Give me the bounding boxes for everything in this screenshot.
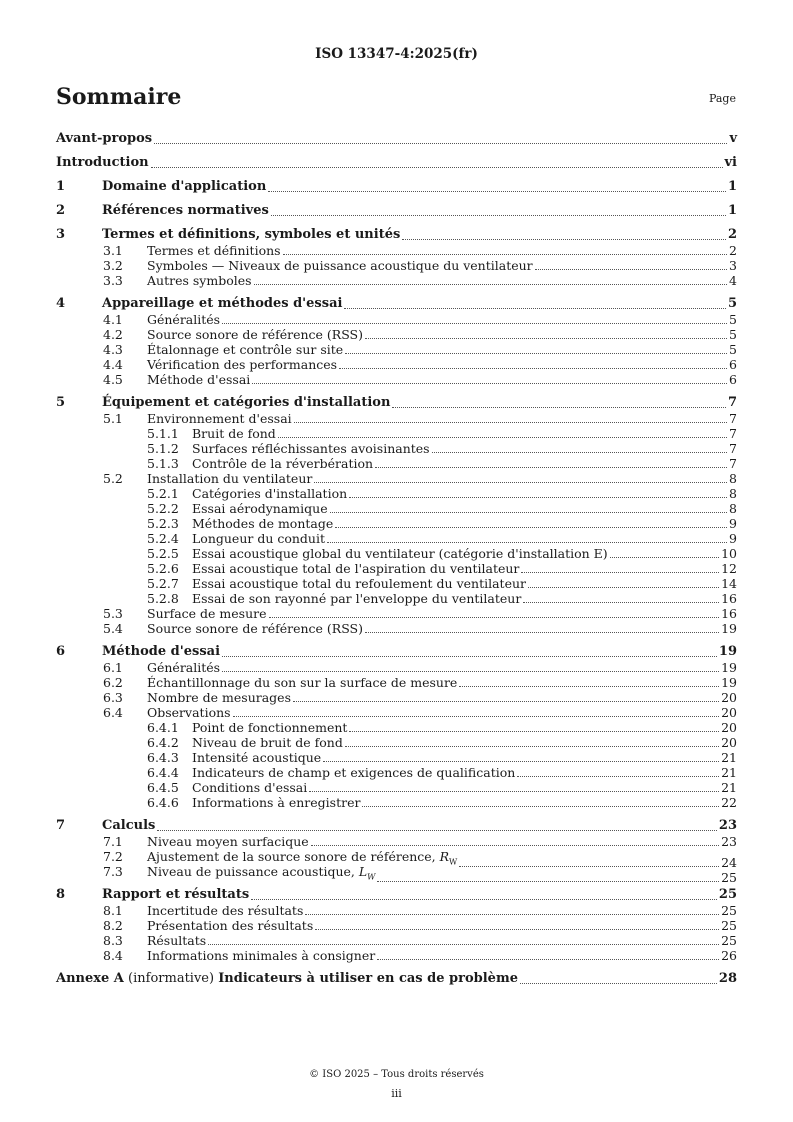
toc-leader-dots xyxy=(154,142,727,144)
toc-entry-page: 20 xyxy=(721,735,737,750)
toc-entry-title: Termes et définitions, symboles et unités xyxy=(102,227,401,242)
toc-entry-page: 20 xyxy=(721,720,737,735)
toc-entry-page: 9 xyxy=(729,531,737,546)
toc-leader-dots xyxy=(305,913,719,915)
toc-leader-dots xyxy=(365,337,727,339)
toc-entry-number: 6.4 xyxy=(103,705,123,720)
toc-entry-page: 12 xyxy=(721,561,737,576)
toc-entry-page: 19 xyxy=(721,621,737,636)
toc-leader-dots xyxy=(327,541,727,543)
toc-entry-title: Source sonore de référence (RSS) xyxy=(147,327,363,342)
toc-entry-number: 7 xyxy=(56,818,66,833)
toc-entry-page: 14 xyxy=(721,576,737,591)
toc-entry-page: 19 xyxy=(721,675,737,690)
toc-entry-number: 5.1.2 xyxy=(147,441,179,456)
toc-entry-page: 2 xyxy=(727,227,737,242)
toc-entry[interactable] xyxy=(56,690,737,705)
toc-entry-page: 6 xyxy=(729,372,737,387)
toc-entry-title: Symboles — Niveaux de puissance acoustique du ventilateur xyxy=(147,258,533,273)
toc-entry[interactable] xyxy=(56,456,737,471)
toc-entry-title: Installation du ventilateur xyxy=(147,471,313,486)
toc-entry-title: Équipement et catégories d'installation xyxy=(102,395,391,410)
toc-leader-dots xyxy=(344,307,726,309)
toc-entry-page: v xyxy=(729,131,737,146)
toc-entry[interactable] xyxy=(56,312,737,327)
toc-entry-title: Indicateurs de champ et exigences de qualification xyxy=(192,765,516,780)
toc-entry[interactable] xyxy=(56,948,737,963)
toc-entry-page: vi xyxy=(724,155,737,170)
toc-entry-page: 19 xyxy=(718,644,737,659)
toc-entry-title: Généralités xyxy=(147,312,221,327)
toc-entry-title: Vérification des performances xyxy=(147,357,338,372)
toc-entry-number: 5.2 xyxy=(103,471,123,486)
toc-entry-title: Ajustement de la source sonore de référence, $R_W$ xyxy=(147,849,458,867)
toc-entry-number: 8.4 xyxy=(103,948,123,963)
toc-entry-page: 7 xyxy=(729,426,737,441)
page-column-label: Page xyxy=(708,92,736,105)
toc-leader-dots xyxy=(294,421,727,423)
toc-entry-number: 5.3 xyxy=(103,606,123,621)
toc-entry-number: 6.4.5 xyxy=(147,780,179,795)
toc-entry-title: Annexe A (informative) Indicateurs à utiliser en cas de problème xyxy=(56,971,518,986)
toc-leader-dots xyxy=(330,511,727,513)
toc-leader-dots xyxy=(535,268,727,270)
toc-entry-page: 3 xyxy=(729,258,737,273)
toc-leader-dots xyxy=(349,496,727,498)
toc-entry-title: Autres symboles xyxy=(147,273,252,288)
toc-entry-page: 7 xyxy=(729,411,737,426)
toc-leader-dots xyxy=(521,571,719,573)
toc-entry-page: 21 xyxy=(721,780,737,795)
toc-entry-title: Échantillonnage du son sur la surface de mesure xyxy=(147,675,458,690)
toc-leader-dots xyxy=(432,451,727,453)
toc-entry-page: 25 xyxy=(721,869,737,885)
toc-leader-dots xyxy=(377,958,719,960)
toc-entry[interactable] xyxy=(56,342,737,357)
table-of-contents xyxy=(56,127,737,987)
toc-entry-title: Étalonnage et contrôle sur site xyxy=(147,342,344,357)
toc-entry[interactable] xyxy=(56,834,737,849)
toc-entry[interactable] xyxy=(56,765,737,780)
toc-entry-page: 25 xyxy=(718,887,737,902)
toc-leader-dots xyxy=(314,481,727,483)
toc-entry-number: 4.1 xyxy=(103,312,123,327)
toc-entry[interactable] xyxy=(56,357,737,372)
toc-entry-number: 4.3 xyxy=(103,342,123,357)
toc-entry-number: 4.2 xyxy=(103,327,123,342)
toc-entry-number: 5.2.1 xyxy=(147,486,179,501)
toc-entry-page: 16 xyxy=(721,606,737,621)
toc-entry[interactable] xyxy=(56,273,737,288)
toc-entry[interactable] xyxy=(56,243,737,258)
toc-leader-dots xyxy=(362,805,719,807)
toc-entry[interactable] xyxy=(56,327,737,342)
toc-entry[interactable] xyxy=(56,887,737,903)
doc-header: ISO 13347-4:2025(fr) xyxy=(315,46,478,62)
toc-entry[interactable] xyxy=(56,501,737,516)
toc-leader-dots xyxy=(233,715,720,717)
toc-entry-page: 7 xyxy=(729,456,737,471)
toc-entry-number: 7.3 xyxy=(103,864,123,879)
toc-entry[interactable] xyxy=(56,780,737,795)
toc-entry[interactable] xyxy=(56,903,737,918)
toc-leader-dots xyxy=(293,700,719,702)
toc-entry-title: Catégories d'installation xyxy=(192,486,348,501)
toc-entry[interactable] xyxy=(56,750,737,765)
toc-entry-number: 4.4 xyxy=(103,357,123,372)
toc-entry-number: 6 xyxy=(56,644,66,659)
toc-entry-page: 6 xyxy=(729,357,737,372)
toc-entry-number: 5.2.5 xyxy=(147,546,179,561)
toc-leader-dots xyxy=(520,982,717,984)
toc-entry[interactable] xyxy=(56,933,737,948)
toc-entry-page: 8 xyxy=(729,471,737,486)
toc-entry-title: Présentation des résultats xyxy=(147,918,314,933)
toc-entry-number: 5.2.8 xyxy=(147,591,179,606)
toc-entry-title: Rapport et résultats xyxy=(102,887,250,902)
toc-leader-dots xyxy=(377,880,719,882)
toc-entry-page: 21 xyxy=(721,765,737,780)
toc-entry-page: 2 xyxy=(729,243,737,258)
toc-entry[interactable] xyxy=(56,644,737,660)
toc-entry-title: Bruit de fond xyxy=(192,426,276,441)
toc-entry[interactable] xyxy=(56,227,737,243)
toc-entry-number: 2 xyxy=(56,203,66,218)
toc-entry[interactable] xyxy=(56,849,737,870)
toc-entry-page: 20 xyxy=(721,690,737,705)
toc-entry[interactable] xyxy=(56,705,737,720)
toc-entry-number: 5.2.7 xyxy=(147,576,179,591)
toc-entry-page: 22 xyxy=(721,795,737,810)
toc-entry-number: 5.2.3 xyxy=(147,516,179,531)
toc-entry-title: Incertitude des résultats xyxy=(147,903,304,918)
toc-entry[interactable] xyxy=(56,426,737,441)
toc-leader-dots xyxy=(349,730,719,732)
toc-entry-number: 6.4.4 xyxy=(147,765,179,780)
page-title: Sommaire xyxy=(56,84,182,110)
footer-page-number: iii xyxy=(391,1087,402,1100)
toc-entry[interactable] xyxy=(56,971,737,987)
toc-entry-page: 21 xyxy=(721,750,737,765)
toc-entry-title: Calculs xyxy=(102,818,156,833)
toc-entry[interactable] xyxy=(56,441,737,456)
toc-entry-page: 1 xyxy=(727,203,737,218)
toc-entry[interactable] xyxy=(56,621,737,636)
toc-entry[interactable] xyxy=(56,576,737,591)
toc-entry-title: Surface de mesure xyxy=(147,606,267,621)
toc-entry-number: 6.4.2 xyxy=(147,735,179,750)
toc-entry-title: Conditions d'essai xyxy=(192,780,308,795)
toc-entry-number: 3.1 xyxy=(103,243,123,258)
toc-leader-dots xyxy=(268,190,726,192)
toc-entry[interactable] xyxy=(56,531,737,546)
toc-entry[interactable] xyxy=(56,131,737,147)
toc-entry-title: Méthode d'essai xyxy=(102,644,221,659)
toc-leader-dots xyxy=(283,253,727,255)
toc-leader-dots xyxy=(610,556,719,558)
toc-entry-page: 24 xyxy=(721,854,737,870)
toc-entry[interactable] xyxy=(56,155,737,171)
toc-entry[interactable] xyxy=(56,516,737,531)
toc-entry[interactable] xyxy=(56,795,737,810)
toc-entry-title: Domaine d'application xyxy=(102,179,267,194)
toc-leader-dots xyxy=(339,367,727,369)
toc-entry-title: Source sonore de référence (RSS) xyxy=(147,621,363,636)
toc-entry[interactable] xyxy=(56,720,737,735)
toc-leader-dots xyxy=(151,166,723,168)
toc-leader-dots xyxy=(392,406,726,408)
toc-entry-page: 9 xyxy=(729,516,737,531)
toc-entry-title: Niveau de puissance acoustique, $L_W$ xyxy=(147,864,376,882)
toc-entry-number: 7.2 xyxy=(103,849,123,864)
toc-entry-number: 8.3 xyxy=(103,933,123,948)
toc-entry-title: Avant-propos xyxy=(56,131,153,146)
toc-entry-page: 25 xyxy=(721,933,737,948)
toc-entry-page: 5 xyxy=(729,312,737,327)
toc-entry-page: 1 xyxy=(727,179,737,194)
toc-leader-dots xyxy=(208,943,719,945)
toc-entry-number: 6.4.3 xyxy=(147,750,179,765)
toc-leader-dots xyxy=(252,382,727,384)
toc-entry-number: 1 xyxy=(56,179,66,194)
toc-entry-page: 8 xyxy=(729,486,737,501)
toc-entry-number: 3 xyxy=(56,227,66,242)
toc-entry[interactable] xyxy=(56,296,737,312)
toc-entry-page: 28 xyxy=(718,971,737,986)
toc-leader-dots xyxy=(254,283,728,285)
toc-entry-title: Introduction xyxy=(56,155,149,170)
toc-entry-number: 6.3 xyxy=(103,690,123,705)
toc-entry-number: 6.4.6 xyxy=(147,795,179,810)
toc-entry[interactable] xyxy=(56,606,737,621)
toc-entry-number: 3.2 xyxy=(103,258,123,273)
toc-entry-page: 5 xyxy=(729,342,737,357)
toc-entry[interactable] xyxy=(56,591,737,606)
toc-entry-title: Point de fonctionnement xyxy=(192,720,348,735)
toc-leader-dots xyxy=(365,631,719,633)
toc-entry-page: 20 xyxy=(721,705,737,720)
toc-entry-title: Appareillage et méthodes d'essai xyxy=(102,296,343,311)
toc-leader-dots xyxy=(311,844,719,846)
toc-entry-page: 23 xyxy=(721,834,737,849)
toc-entry-title: Méthode d'essai xyxy=(147,372,251,387)
toc-entry[interactable] xyxy=(56,471,737,486)
toc-leader-dots xyxy=(459,685,719,687)
toc-entry-page: 10 xyxy=(721,546,737,561)
toc-entry[interactable] xyxy=(56,675,737,690)
toc-entry[interactable] xyxy=(56,660,737,675)
toc-leader-dots xyxy=(402,238,726,240)
toc-entry-title: Essai acoustique total de l'aspiration du ventilateur xyxy=(192,561,520,576)
toc-entry-title: Intensité acoustique xyxy=(192,750,322,765)
toc-entry-page: 5 xyxy=(729,327,737,342)
toc-entry[interactable] xyxy=(56,918,737,933)
toc-entry-page: 4 xyxy=(729,273,737,288)
toc-entry-number: 8 xyxy=(56,887,66,902)
toc-entry-page: 7 xyxy=(727,395,737,410)
toc-entry-number: 4.5 xyxy=(103,372,123,387)
toc-entry-title: Environnement d'essai xyxy=(147,411,292,426)
toc-entry-number: 8.2 xyxy=(103,918,123,933)
toc-entry-number: 5 xyxy=(56,395,66,410)
toc-entry-title: Méthodes de montage xyxy=(192,516,334,531)
toc-entry[interactable] xyxy=(56,818,737,834)
toc-leader-dots xyxy=(345,352,727,354)
toc-entry-number: 5.1 xyxy=(103,411,123,426)
toc-entry-title: Niveau moyen surfacique xyxy=(147,834,309,849)
toc-entry-page: 16 xyxy=(721,591,737,606)
toc-entry-title: Termes et définitions xyxy=(147,243,281,258)
toc-entry-title: Essai aérodynamique xyxy=(192,501,328,516)
toc-leader-dots xyxy=(323,760,719,762)
toc-entry-title: Résultats xyxy=(147,933,207,948)
toc-leader-dots xyxy=(222,322,727,324)
toc-leader-dots xyxy=(517,775,719,777)
toc-entry-number: 5.2.4 xyxy=(147,531,179,546)
toc-leader-dots xyxy=(345,745,719,747)
toc-entry-number: 6.2 xyxy=(103,675,123,690)
toc-entry[interactable] xyxy=(56,258,737,273)
toc-leader-dots xyxy=(278,436,727,438)
toc-leader-dots xyxy=(222,670,719,672)
toc-entry-page: 25 xyxy=(721,903,737,918)
toc-entry-page: 7 xyxy=(729,441,737,456)
toc-entry[interactable] xyxy=(56,372,737,387)
toc-entry-page: 5 xyxy=(727,296,737,311)
toc-leader-dots xyxy=(315,928,719,930)
toc-leader-dots xyxy=(271,214,726,216)
toc-leader-dots xyxy=(222,655,717,657)
toc-entry-number: 5.2.6 xyxy=(147,561,179,576)
toc-entry[interactable] xyxy=(56,735,737,750)
toc-entry-number: 5.1.3 xyxy=(147,456,179,471)
toc-entry-title: Essai acoustique global du ventilateur (catégorie d'installation E) xyxy=(192,546,608,561)
toc-entry-title: Informations minimales à consigner xyxy=(147,948,376,963)
toc-leader-dots xyxy=(309,790,719,792)
toc-entry-number: 6.4.1 xyxy=(147,720,179,735)
toc-entry-title: Références normatives xyxy=(102,203,269,218)
toc-entry[interactable] xyxy=(56,411,737,426)
toc-entry[interactable] xyxy=(56,546,737,561)
toc-entry-title: Longueur du conduit xyxy=(192,531,326,546)
toc-entry-page: 19 xyxy=(721,660,737,675)
toc-entry-number: 7.1 xyxy=(103,834,123,849)
toc-leader-dots xyxy=(375,466,727,468)
toc-entry[interactable] xyxy=(56,561,737,576)
toc-entry-page: 8 xyxy=(729,501,737,516)
toc-entry-number: 5.4 xyxy=(103,621,123,636)
toc-entry-number: 8.1 xyxy=(103,903,123,918)
toc-entry[interactable] xyxy=(56,486,737,501)
toc-entry-title: Informations à enregistrer xyxy=(192,795,361,810)
toc-leader-dots xyxy=(523,601,719,603)
toc-entry-title: Essai de son rayonné par l'enveloppe du ventilateur xyxy=(192,591,522,606)
toc-leader-dots xyxy=(528,586,719,588)
toc-entry-number: 3.3 xyxy=(103,273,123,288)
toc-leader-dots xyxy=(157,829,717,831)
toc-entry-number: 5.1.1 xyxy=(147,426,179,441)
toc-entry-title: Nombre de mesurages xyxy=(147,690,291,705)
toc-entry[interactable] xyxy=(56,179,737,195)
toc-entry[interactable] xyxy=(56,203,737,219)
toc-entry-title: Surfaces réfléchissantes avoisinantes xyxy=(192,441,430,456)
toc-leader-dots xyxy=(269,616,720,618)
toc-entry[interactable] xyxy=(56,864,737,885)
toc-entry-title: Niveau de bruit de fond xyxy=(192,735,343,750)
toc-entry-page: 25 xyxy=(721,918,737,933)
toc-entry-number: 5.2.2 xyxy=(147,501,179,516)
toc-entry-page: 26 xyxy=(721,948,737,963)
toc-entry-number: 6.1 xyxy=(103,660,123,675)
toc-entry-title: Contrôle de la réverbération xyxy=(192,456,374,471)
toc-entry-title: Essai acoustique total du refoulement du ventilateur xyxy=(192,576,527,591)
toc-entry[interactable] xyxy=(56,395,737,411)
toc-leader-dots xyxy=(335,526,727,528)
toc-entry-title: Généralités xyxy=(147,660,221,675)
toc-entry-page: 23 xyxy=(718,818,737,833)
footer-copyright: © ISO 2025 – Tous droits réservés xyxy=(309,1069,484,1080)
toc-leader-dots xyxy=(251,898,717,900)
toc-entry-number: 4 xyxy=(56,296,66,311)
toc-entry-title: Observations xyxy=(147,705,231,720)
